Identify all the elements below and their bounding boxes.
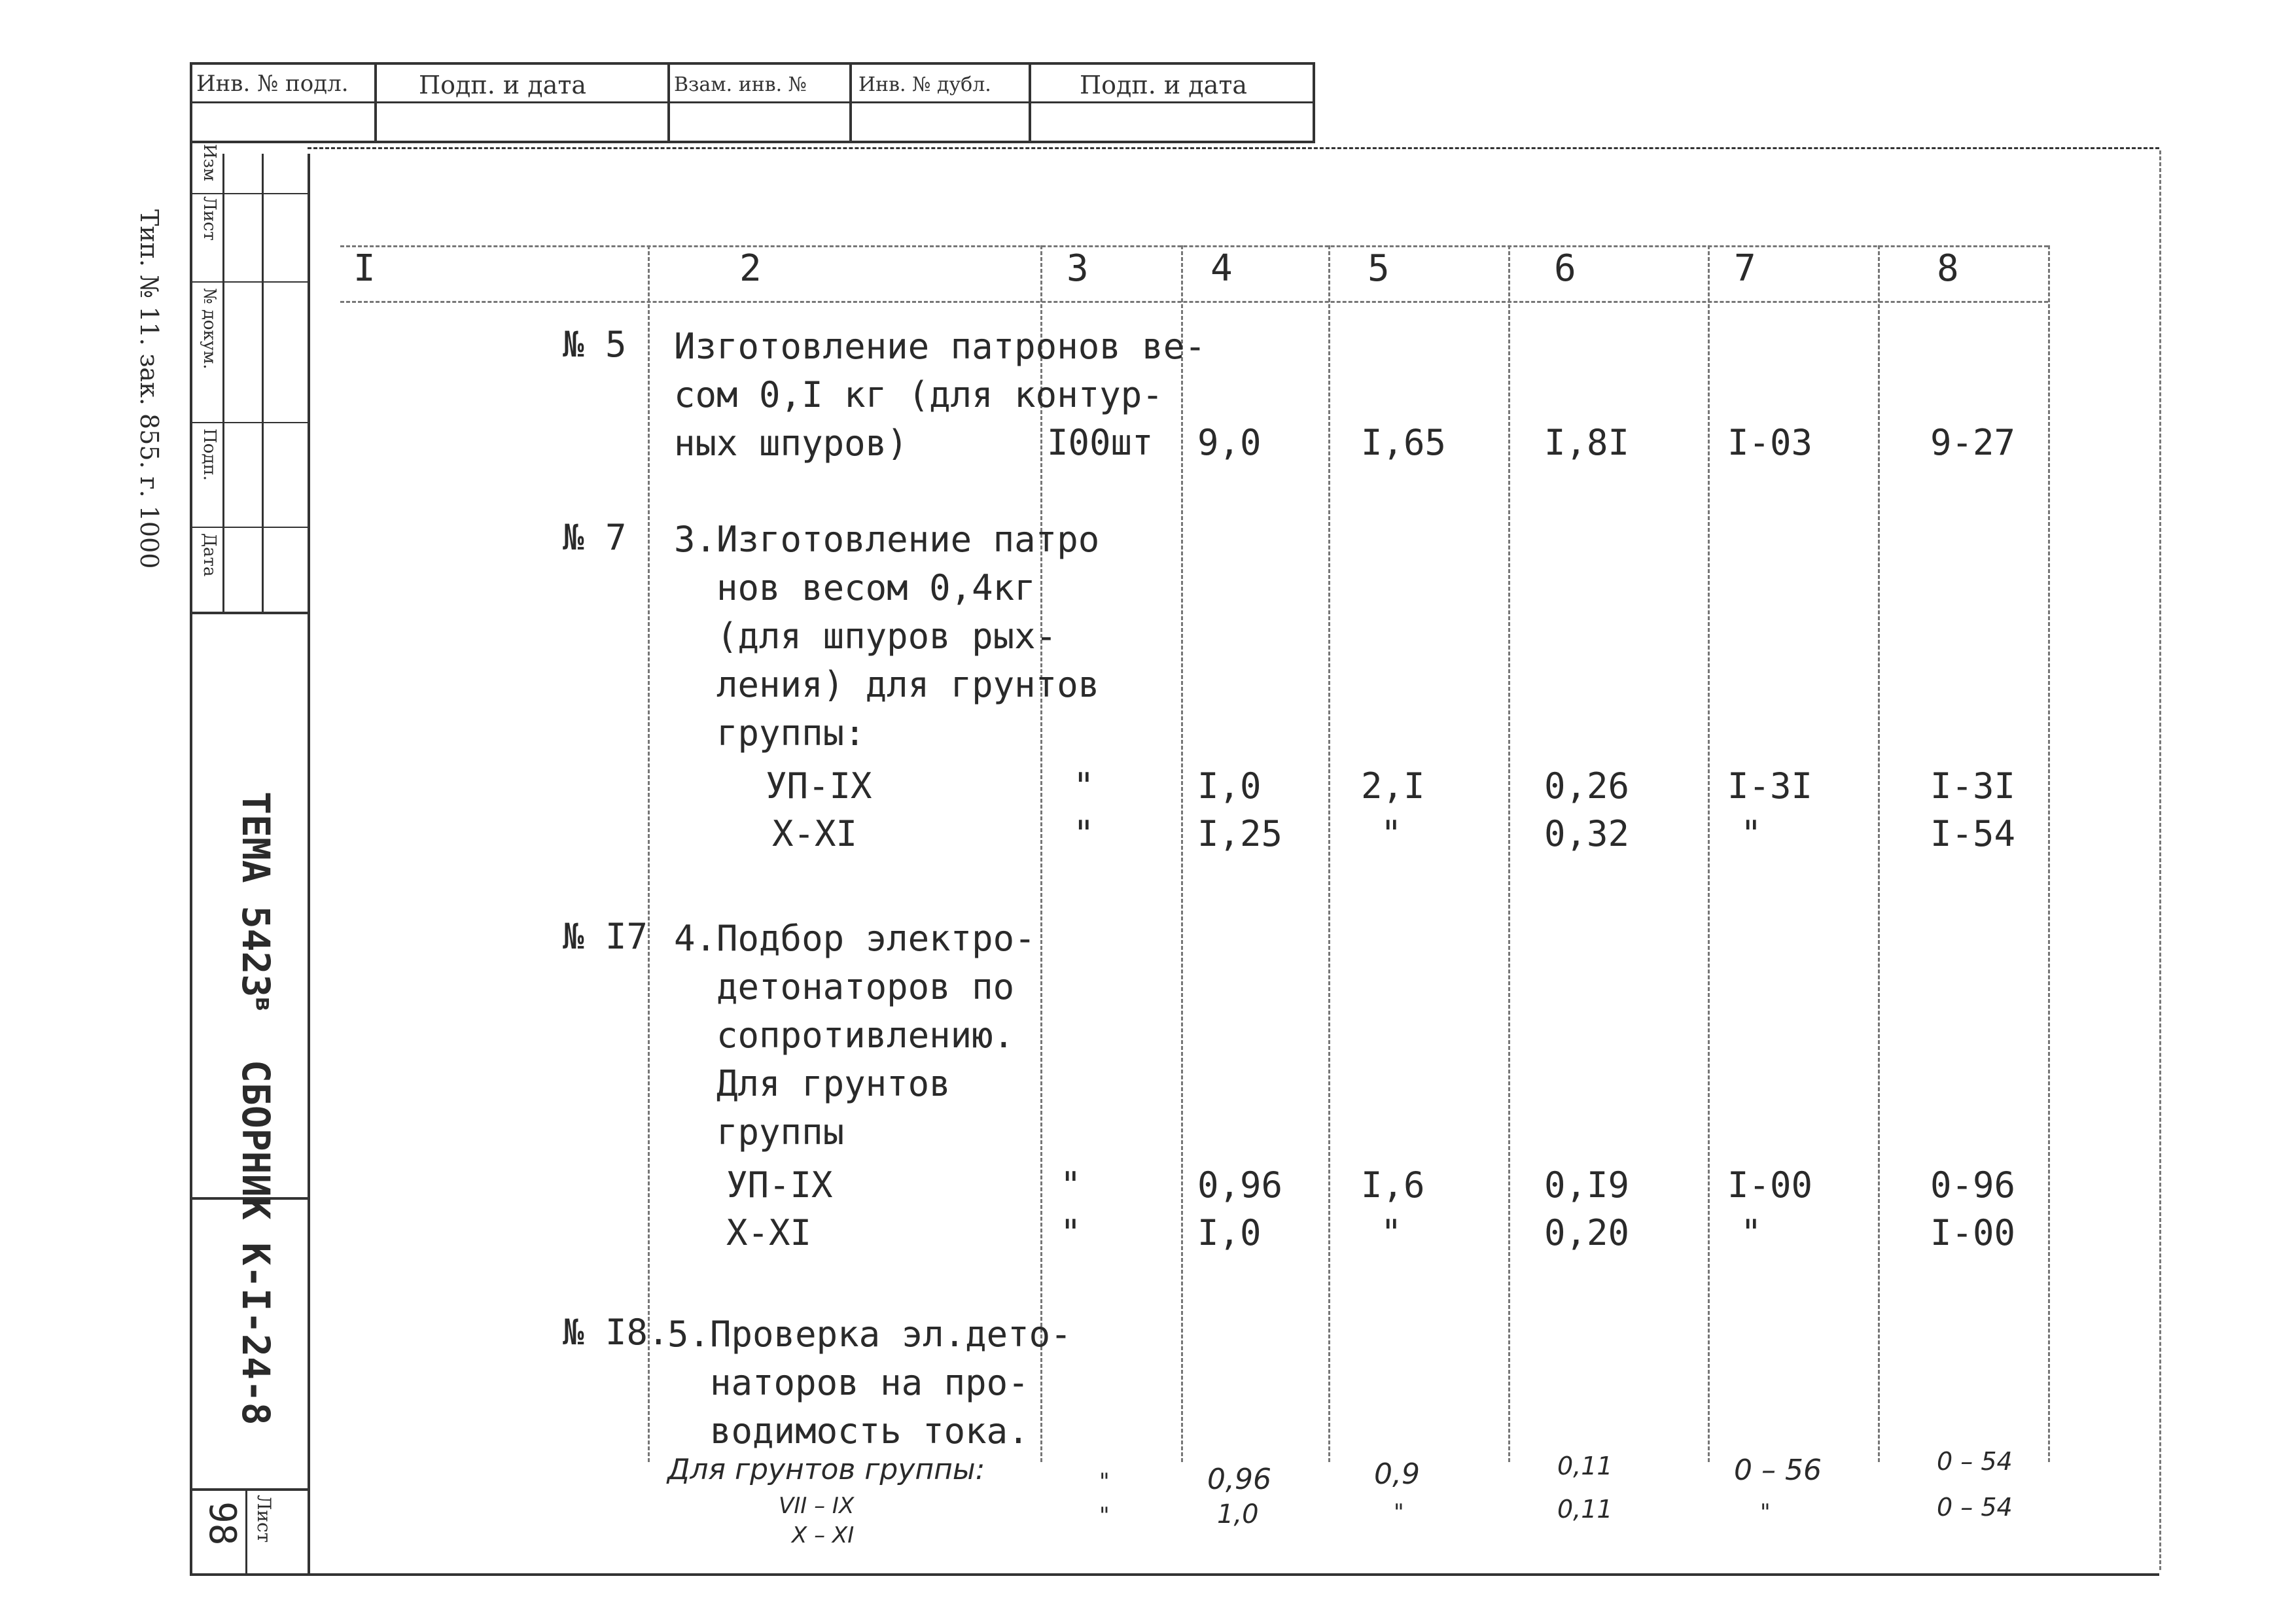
row-description: Изготовление патронов ве- сом 0,I кг (для контур- ных шпуров)	[674, 326, 1206, 464]
cell-c6: 0,11	[1557, 1495, 1613, 1524]
cell-unit: "	[1060, 1212, 1082, 1253]
cell-c7: "	[1740, 813, 1762, 854]
col-header-3: 3	[1067, 247, 1089, 290]
cell-c7: "	[1740, 1212, 1762, 1253]
cell-c6: 0,32	[1544, 813, 1630, 854]
col-header-6: 6	[1554, 247, 1576, 290]
frame-top	[308, 147, 2159, 149]
cell-unit: "	[1073, 765, 1095, 807]
row-ref: № 7	[563, 517, 627, 558]
row-description: 3.Изготовление патро нов весом 0,4кг (для шпуров рых- ления) для грунтов группы:	[674, 519, 1100, 754]
cell-c6: I,8I	[1544, 422, 1630, 463]
cell-c4: 0,96	[1197, 1164, 1283, 1206]
stamp-inv-dubl: Инв. № дубл.	[858, 73, 991, 96]
cell-c7: 0 – 56	[1734, 1454, 1822, 1487]
rev-header-list: Лист	[200, 196, 219, 241]
print-note: Тип. № 11. зак. 855. г. 1000	[135, 209, 164, 569]
title-tema: ТЕМА 5423	[234, 792, 278, 998]
cell-c6: 0,I9	[1544, 1164, 1630, 1206]
cell-c5: I,65	[1361, 422, 1447, 463]
cell-c8: I-54	[1930, 813, 2016, 854]
rev-header-izm: Изм	[200, 144, 219, 182]
col-header-5: 5	[1368, 247, 1390, 290]
cell-c5: "	[1381, 813, 1402, 854]
cell-c7: I-03	[1727, 422, 1813, 463]
cell-c8: 0 – 54	[1937, 1447, 2013, 1476]
col-header-8: 8	[1937, 247, 1959, 290]
cell-c8: I-3I	[1930, 765, 2016, 807]
cell-c8: 0-96	[1930, 1164, 2016, 1206]
cell-c5: "	[1381, 1212, 1402, 1253]
cell-label: X-XI	[726, 1212, 812, 1253]
cell-c7: I-3I	[1727, 765, 1813, 807]
rev-header-dokum: № докум.	[200, 288, 219, 370]
cell-c4: I,25	[1197, 813, 1283, 854]
cell-unit: I00шт	[1047, 422, 1154, 463]
cell-unit: "	[1073, 813, 1095, 854]
cell-c4: 0,96	[1207, 1463, 1271, 1496]
cell-c8: I-00	[1930, 1212, 2016, 1253]
col-header-4: 4	[1210, 247, 1233, 290]
title-block	[234, 792, 278, 1011]
cell-c4: 9,0	[1197, 422, 1262, 463]
title-sup: в	[250, 997, 277, 1011]
row-ref: № 5	[563, 324, 627, 365]
cell-c5: 2,I	[1361, 765, 1425, 807]
sheet-number: 98	[201, 1501, 243, 1546]
cell-unit: "	[1099, 1469, 1110, 1495]
col-header-2: 2	[739, 247, 762, 290]
sheet-label: Лист	[253, 1495, 275, 1543]
cell-c4: 1,0	[1217, 1499, 1259, 1529]
row-description: 5.Проверка эл.дето- наторов на про- водимость тока.	[667, 1314, 1072, 1452]
col-header-1: I	[353, 247, 376, 290]
stamp-podp-data-2: Подп. и дата	[1080, 71, 1248, 99]
rev-header-podp: Подп.	[200, 428, 219, 481]
stamp-podp-data-1: Подп. и дата	[419, 71, 587, 99]
col-header-7: 7	[1734, 247, 1756, 290]
frame-bottom	[190, 1573, 2159, 1576]
cell-label: УП-IX	[726, 1164, 833, 1206]
rev-header-data: Дата	[200, 533, 219, 577]
cell-label: X-XI	[772, 813, 858, 854]
cell-c6: 0,20	[1544, 1212, 1630, 1253]
cell-unit: "	[1060, 1164, 1082, 1206]
cell-unit: "	[1099, 1503, 1110, 1529]
cell-label: X – XI	[792, 1522, 855, 1548]
cell-label: УП-IX	[766, 765, 872, 807]
handwritten-note: Для грунтов группы:	[667, 1453, 985, 1486]
row-ref: № I8.	[563, 1312, 669, 1353]
cell-c6: 0,11	[1557, 1452, 1613, 1480]
cell-c7: I-00	[1727, 1164, 1813, 1206]
cell-c6: 0,26	[1544, 765, 1630, 807]
row-ref: № I7	[563, 916, 648, 957]
cell-c4: I,0	[1197, 1212, 1262, 1253]
cell-c8: 0 – 54	[1937, 1493, 2013, 1522]
cell-c5: I,6	[1361, 1164, 1425, 1206]
collection-title: СБОРНИК К-I-24-8	[234, 1060, 278, 1425]
cell-label: VII – IX	[779, 1493, 855, 1519]
cell-c7: "	[1760, 1499, 1771, 1526]
cell-c5: "	[1394, 1499, 1404, 1526]
cell-c8: 9-27	[1930, 422, 2016, 463]
stamp-vzam-inv: Взам. инв. №	[674, 73, 807, 96]
cell-c5: 0,9	[1374, 1457, 1420, 1491]
stamp-inv-podl: Инв. № подл.	[196, 71, 349, 97]
row-description: 4.Подбор электро- детонаторов по сопротивлению. Для грунтов группы	[674, 918, 1036, 1153]
frame-right	[2159, 150, 2161, 1570]
cell-c4: I,0	[1197, 765, 1262, 807]
